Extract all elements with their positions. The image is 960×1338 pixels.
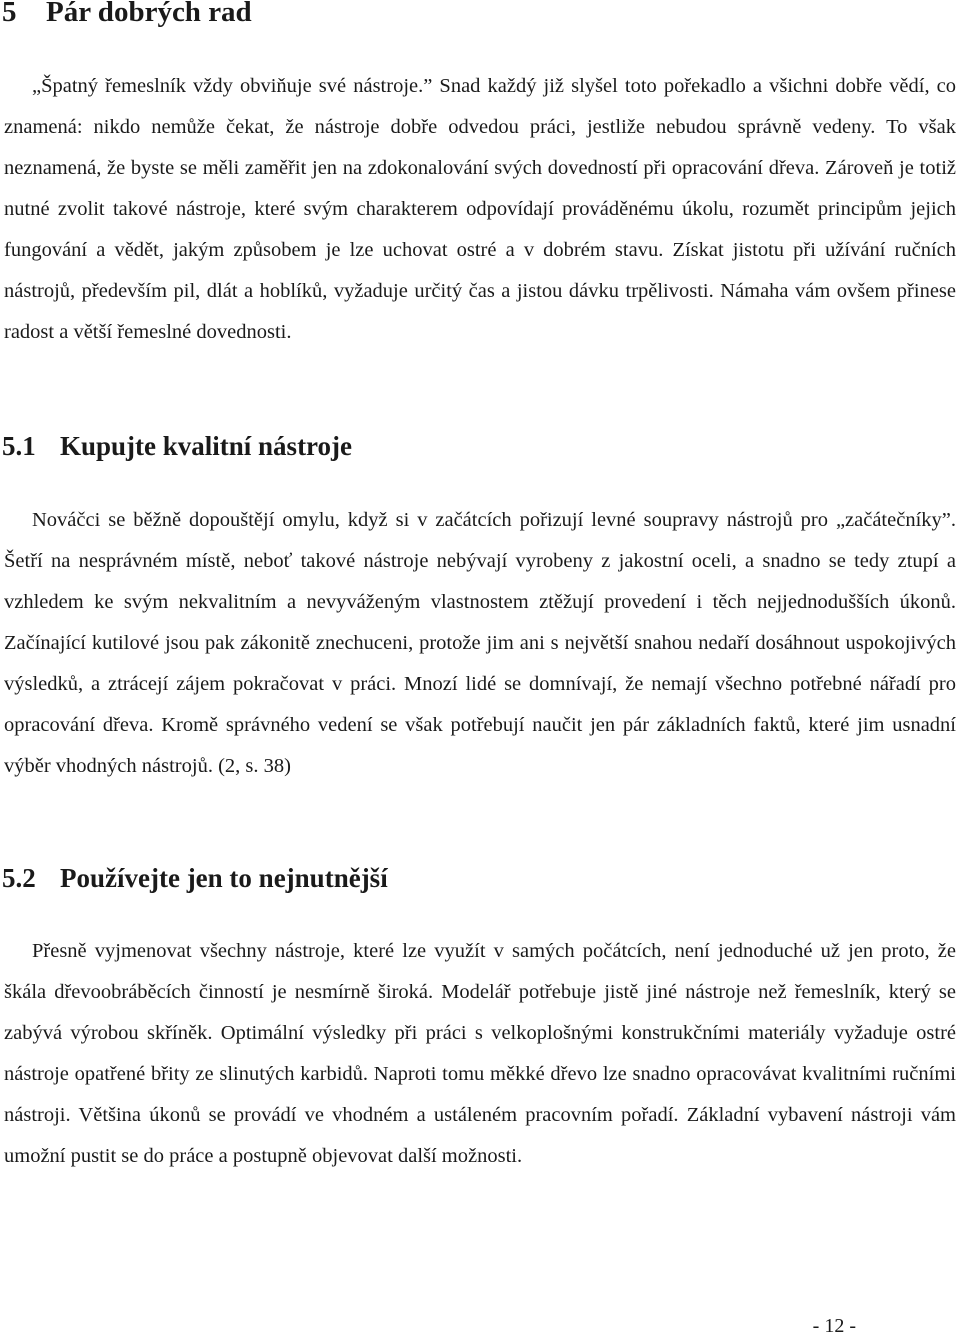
section-number: 5.1: [2, 431, 36, 461]
chapter-heading: [2, 0, 252, 32]
section-paragraph-5-2: Přesně vyjmenovat všechny nástroje, které lze využít v samých počátcích, není jednoduché už jen proto, že škála dřevoobráběcích činností je nesmírně široká. Modelář potřebuje jistě jiné nástroje než řemeslník, který se zabývá výrobou skříněk. Optimální výsledky při práci s velkoplošnými konstrukčními materiály vyžaduje ostré nástroje opatřené břity ze slinutých karbidů. Naproti tomu měkké dřevo lze snadno opracovávat kvalitními ručními nástroji. Většina úkonů se provádí ve vhodném a ustáleném pracovním pořadí. Základní vybavení nástroji vám umožní pustit se do práce a postupně objevovat další možnosti.: [4, 940, 956, 1167]
section-heading-5-1: [2, 428, 352, 464]
chapter-number: 5: [2, 0, 17, 28]
section-heading-5-2: [2, 860, 388, 896]
section-title: Používejte jen to nejnutnější: [60, 863, 388, 893]
section-number: 5.2: [2, 863, 36, 893]
chapter-title: Pár dobrých rad: [46, 0, 252, 28]
section-paragraph-5-1: Nováčci se běžně dopouštějí omylu, když si v začátcích pořizují levné soupravy nástrojů pro „začátečníky”. Šetří na nesprávném místě, neboť takové nástroje nebývají vyrobeny z jakostní oceli, a snadno se tedy ztupí a vzhledem ke svým nekvalitním a nevyváženým vlastnostem ztěžují provedení i těch nejjednodušších úkonů. Začínající kutilové jsou pak zákonitě znechuceni, protože jim ani s největší snahou nedaří dosáhnout uspokojivých výsledků, a ztrácejí zájem pokračovat v práci. Mnozí lidé se domnívají, že nemají všechno potřebné nářadí pro opracování dřeva. Kromě správného vedení se však potřebují naučit jen pár základních faktů, které jim usnadní výběr vhodných nástrojů. (2, s. 38): [4, 509, 956, 777]
chapter-intro-paragraph: „Špatný řemeslník vždy obviňuje své nástroje.” Snad každý již slyšel toto pořekadlo a všichni dobře vědí, co znamená: nikdo nemůže čekat, že nástroje dobře odvedou práci, jestliže nebudou správně vedeny. To však neznamená, že byste se měli zaměřit jen na zdokonalování svých dovedností při opracování dřeva. Zároveň je totiž nutné zvolit takové nástroje, které svým charakterem odpovídají prováděnému úkolu, rozumět principům jejich fungování a vědět, jakým způsobem je lze uchovat ostré a v dobrém stavu. Získat jistotu při užívání ručních nástrojů, především pil, dlát a hoblíků, vyžaduje určitý čas a jistou dávku trpělivosti. Námaha vám ovšem přinese radost a větší řemeslné dovednosti.: [4, 75, 956, 343]
section-title: Kupujte kvalitní nástroje: [60, 431, 353, 461]
page-number: - 12 -: [812, 1315, 856, 1337]
